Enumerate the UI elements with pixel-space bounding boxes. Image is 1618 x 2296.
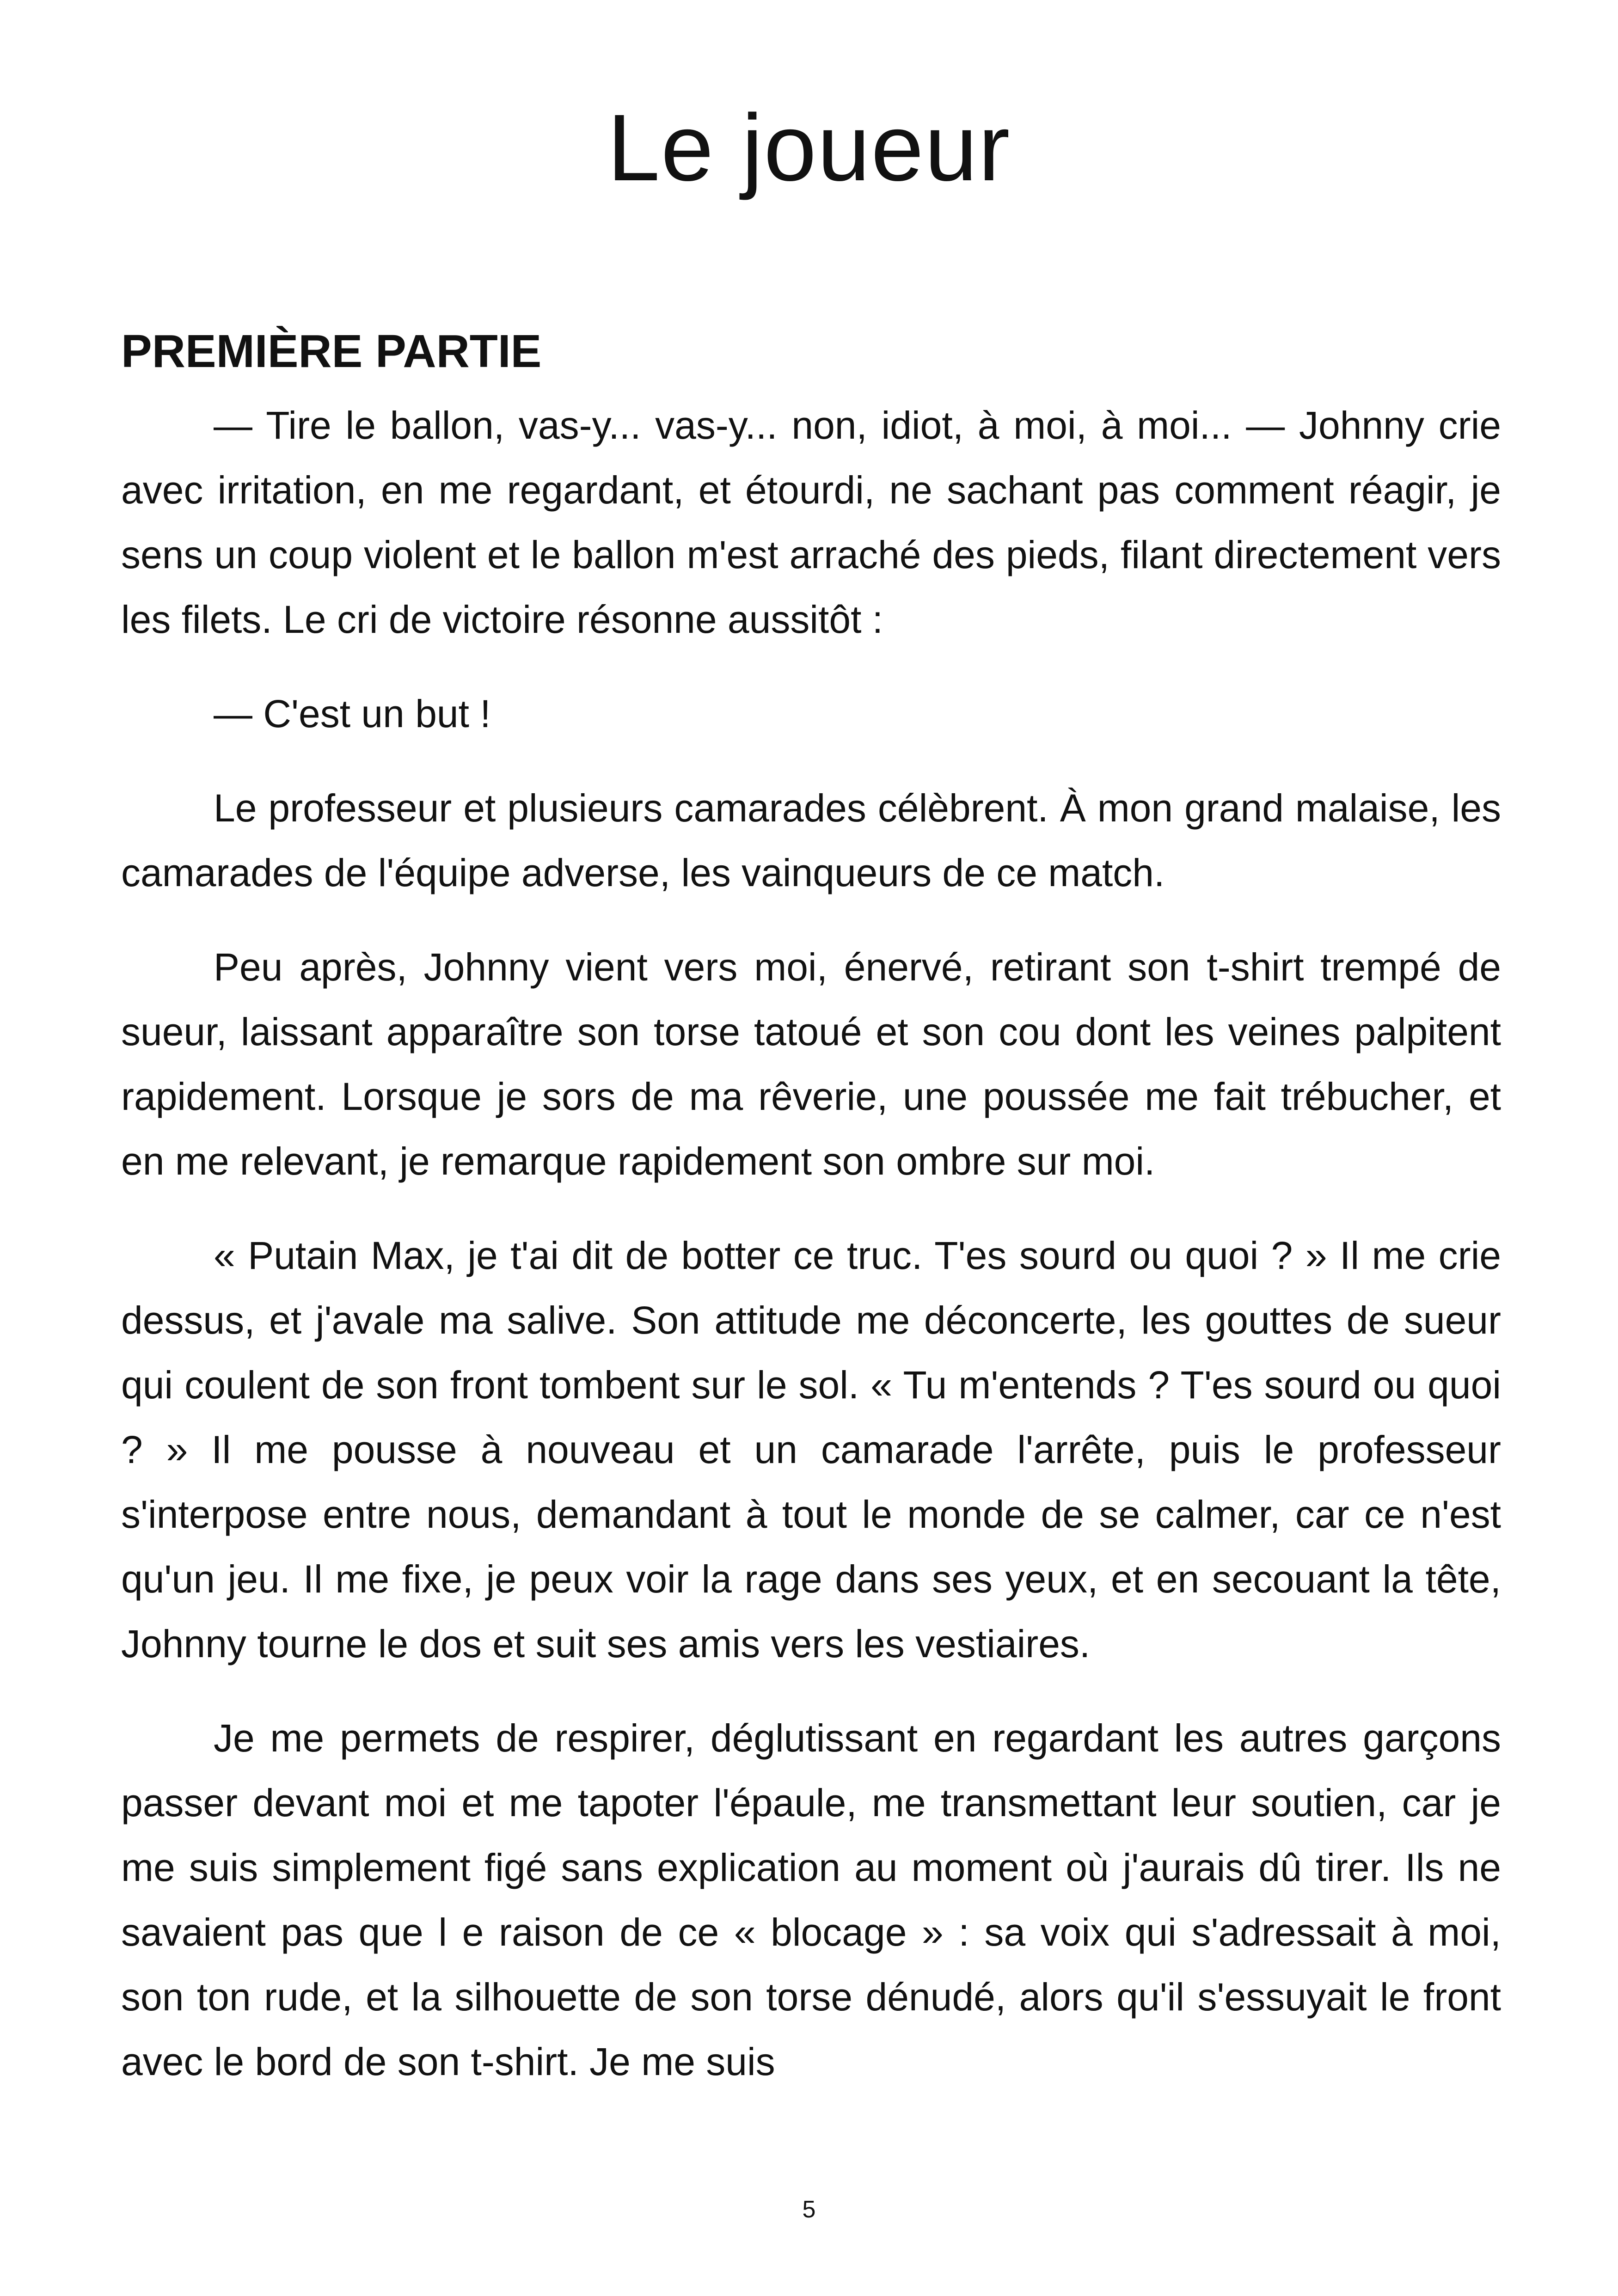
paragraph-6: Je me permets de respirer, déglutissant en regardant les autres garçons passer devant moi et me tapoter l'épaule, me transmettant leur soutien, car je me suis simplement figé sans explication au moment où j'aurais dû tirer. Ils ne savaient pas que l e raison de ce « blocage » : sa voix qui s'adressait à moi, son ton rude, et la silhouette de son torse dénudé, alors qu'il s'essuyait le front avec le bord de son t-shirt. Je me suis bbox=[121, 1716, 1501, 2083]
paragraph-5: « Putain Max, je t'ai dit de botter ce truc. T'es sourd ou quoi ? » Il me crie dessus, et j'avale ma salive. Son attitude me déconcerte, les gouttes de sueur qui coulent de son front tombent sur le sol. « Tu m'entends ? T'es sourd ou quoi ? » Il me pousse à nouveau et un camarade l'arrête, puis le professeur s'interpose entre nous, demandant à tout le monde de se calmer, car ce n'est qu'un jeu. Il me fixe, je peux voir la rage dans ses yeux, et en secouant la tête, Johnny tourne le dos et suit ses amis vers les vestiaires. bbox=[121, 1234, 1501, 1665]
section-heading: PREMIÈRE PARTIE bbox=[121, 325, 542, 377]
page-title: Le joueur bbox=[607, 95, 1011, 201]
paragraph-4: Peu après, Johnny vient vers moi, énervé, retirant son t-shirt trempé de sueur, laissant apparaître son torse tatoué et son cou dont les veines palpitent rapidement. Lorsque je sors de ma rêverie, une poussée me fait trébucher, et en me relevant, je remarque rapidement son ombre sur moi. bbox=[121, 945, 1501, 1183]
paragraph-2: — C'est un but ! bbox=[214, 692, 491, 735]
page-number: 5 bbox=[802, 2196, 816, 2223]
paragraph-3: Le professeur et plusieurs camarades célèbrent. À mon grand malaise, les camarades de l'équipe adverse, les vainqueurs de ce match. bbox=[121, 786, 1501, 894]
body-text bbox=[121, 393, 1501, 2124]
paragraph-1: — Tire le ballon, vas-y... vas-y... non, idiot, à moi, à moi... — Johnny crie avec irritation, en me regardant, et étourdi, ne sachant pas comment réagir, je sens un coup violent et le ballon m'est arraché des pieds, filant directement vers les filets. Le cri de victoire résonne aussitôt : bbox=[121, 404, 1501, 641]
